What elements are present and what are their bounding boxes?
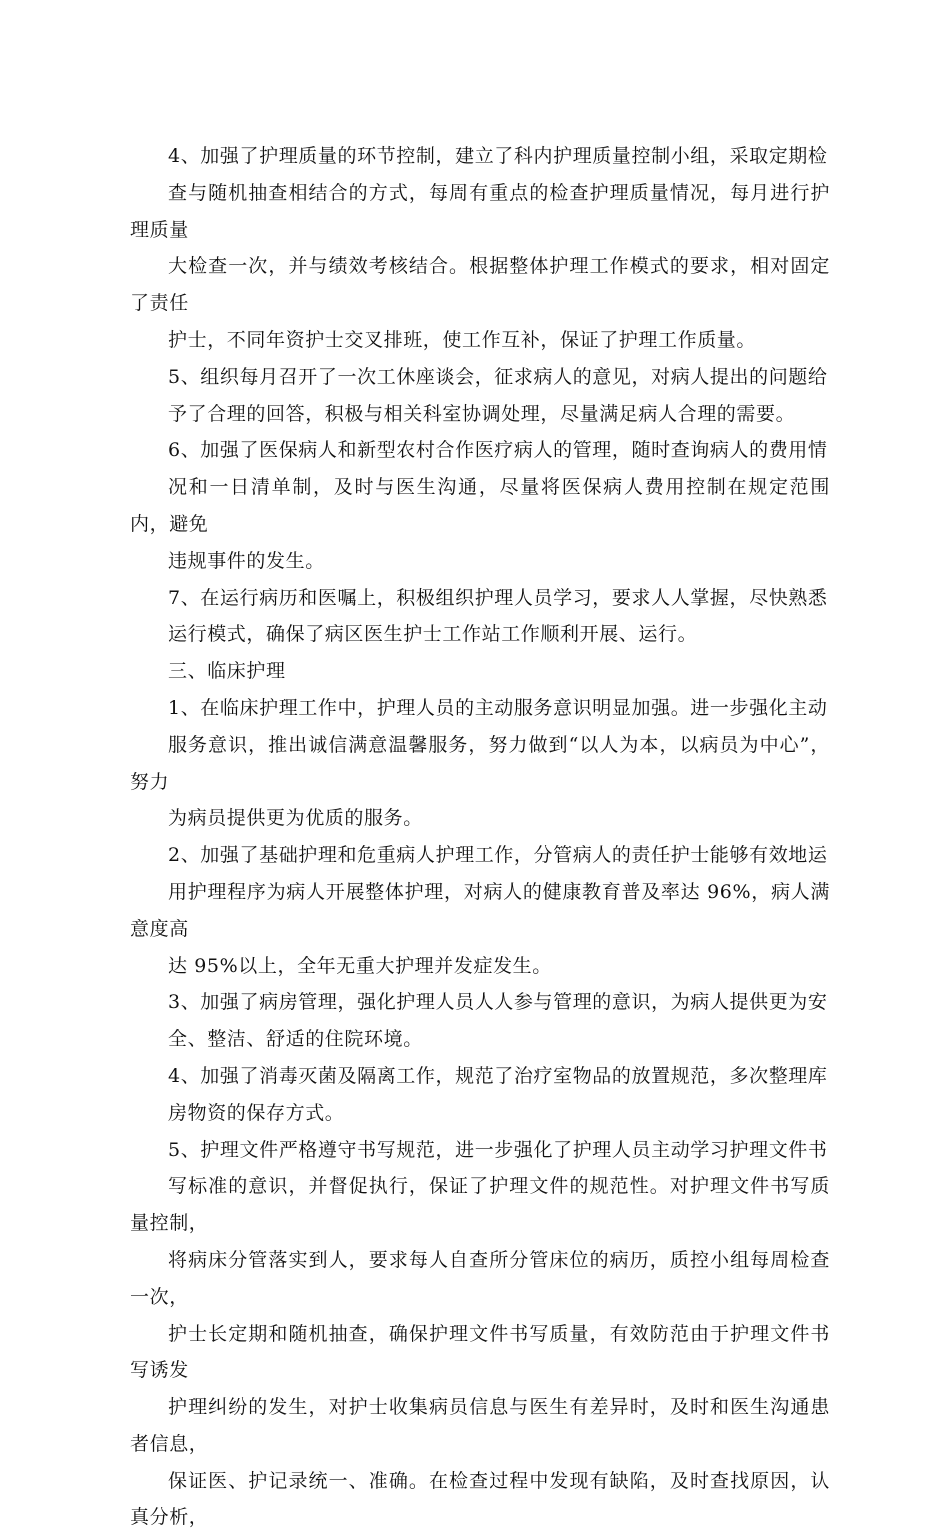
text-line: 保证医、护记录统一、准确。在检查过程中发现有缺陷，及时查找原因，认真分析，: [130, 1469, 830, 1529]
text-line: 服务意识，推出诚信满意温馨服务，努力做到“以人为本，以病员为中心”，努力: [130, 733, 830, 793]
text-line: 运行模式，确保了病区医生护士工作站工作顺利开展、运行。: [168, 623, 698, 646]
paragraph-nursing-quality-control: [130, 138, 830, 359]
text-line: 写标准的意识，并督促执行，保证了护理文件的规范性。对护理文件书写质量控制，: [130, 1175, 830, 1235]
text-line: 4、加强了护理质量的环节控制，建立了科内护理质量控制小组，采取定期检: [168, 145, 828, 167]
text-line: 予了合理的回答，积极与相关科室协调处理，尽量满足病人合理的需要。: [168, 402, 796, 425]
paragraph-insurance-management: [130, 432, 830, 579]
text-line: 查与随机抽查相结合的方式，每周有重点的检查护理质量情况，每月进行护理质量: [130, 181, 830, 241]
text-line: 为病员提供更为优质的服务。: [168, 807, 423, 830]
text-line: 违规事件的发生。: [168, 549, 325, 572]
text-line: 大检查一次，并与绩效考核结合。根据整体护理工作模式的要求，相对固定了责任: [130, 255, 830, 315]
paragraph-basic-nursing: [130, 837, 830, 984]
section-heading-clinical-nursing: [130, 653, 830, 690]
text-line: 3、加强了病房管理，强化护理人员人人参与管理的意识，为病人提供更为安: [168, 991, 828, 1014]
text-line: 达 95%以上，全年无重大护理并发症发生。: [168, 954, 552, 977]
text-line: 2、加强了基础护理和危重病人护理工作，分管病人的责任护士能够有效地运: [168, 844, 828, 867]
text-line: 护士长定期和随机抽查，确保护理文件书写质量，有效防范由于护理文件书写诱发: [130, 1322, 830, 1382]
text-line: 1、在临床护理工作中，护理人员的主动服务意识明显加强。进一步强化主动: [168, 696, 828, 719]
text-line: 6、加强了医保病人和新型农村合作医疗病人的管理，随时查询病人的费用情: [168, 439, 828, 462]
document-page: [130, 138, 830, 1536]
text-line: 7、在运行病历和医嘱上，积极组织护理人员学习，要求人人掌握，尽快熟悉: [168, 586, 828, 609]
paragraph-service-awareness: [130, 690, 830, 837]
section-heading-text: 三、临床护理: [168, 660, 286, 683]
paragraph-medical-records-system: [130, 580, 830, 654]
text-line: 护士，不同年资护士交叉排班，使工作互补，保证了护理工作质量。: [168, 328, 757, 351]
paragraph-nursing-documents: [130, 1132, 830, 1536]
text-line: 况和一日清单制，及时与医生沟通，尽量将医保病人费用控制在规定范围内，避免: [130, 476, 830, 535]
text-line: 5、组织每月召开了一次工休座谈会，征求病人的意见，对病人提出的问题给: [168, 365, 828, 388]
text-line: 4、加强了消毒灭菌及隔离工作，规范了治疗室物品的放置规范，多次整理库: [168, 1064, 828, 1087]
text-line: 房物资的保存方式。: [168, 1101, 345, 1124]
paragraph-patient-forum: [130, 359, 830, 433]
text-line: 用护理程序为病人开展整体护理，对病人的健康教育普及率达 96%，病人满意度高: [130, 880, 830, 940]
text-line: 全、整洁、舒适的住院环境。: [168, 1028, 423, 1051]
paragraph-ward-management: [130, 984, 830, 1058]
text-line: 5、护理文件严格遵守书写规范，进一步强化了护理人员主动学习护理文件书: [168, 1138, 828, 1161]
text-line: 护理纠纷的发生，对护士收集病员信息与医生有差异时，及时和医生沟通患者信息，: [130, 1396, 830, 1455]
paragraph-disinfection: [130, 1058, 830, 1132]
text-line: 将病床分管落实到人，要求每人自查所分管床位的病历，质控小组每周检查一次，: [130, 1248, 830, 1308]
